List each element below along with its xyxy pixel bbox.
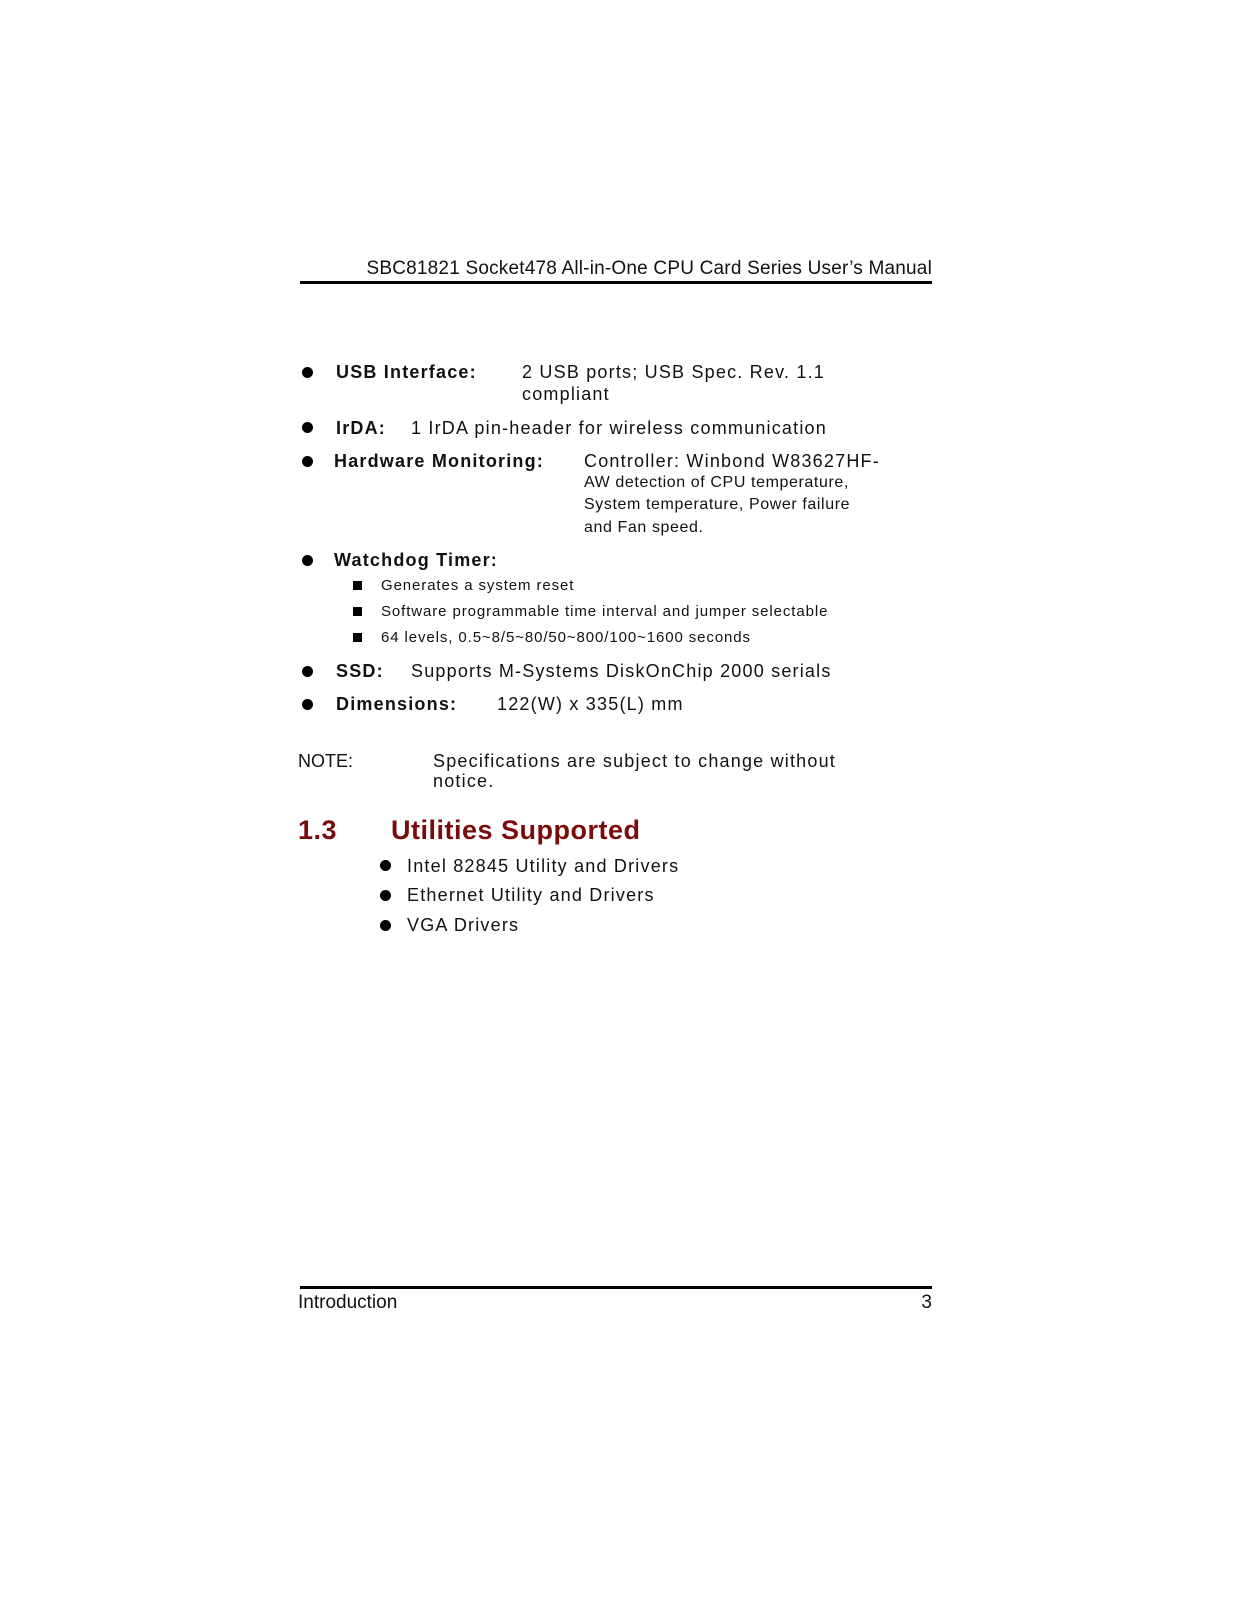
hw-monitoring-line4: and Fan speed. [584, 519, 704, 536]
hw-monitoring-line2: AW detection of CPU temperature, [584, 474, 849, 491]
list-item: Ethernet Utility and Drivers [407, 885, 655, 905]
square-bullet [353, 633, 362, 642]
bullet-dot [380, 920, 391, 931]
footer-section-name: Introduction [298, 1292, 398, 1313]
dimensions-value: 122(W) x 335(L) mm [497, 694, 684, 714]
hw-monitoring-line3: System temperature, Power failure [584, 496, 851, 513]
list-item: Intel 82845 Utility and Drivers [407, 856, 680, 876]
header-rule [300, 281, 932, 284]
dimensions-label: Dimensions: [336, 694, 458, 714]
usb-value: 2 USB ports; USB Spec. Rev. 1.1 [522, 362, 825, 382]
bullet-dot [380, 890, 391, 901]
ssd-label: SSD: [336, 661, 384, 681]
bullet-dot [302, 666, 313, 677]
section-title: Utilities Supported [391, 815, 641, 845]
watchdog-label: Watchdog Timer: [334, 550, 499, 570]
irda-label: IrDA: [336, 418, 386, 438]
note-label: NOTE: [298, 751, 354, 771]
page-number: 3 [921, 1292, 932, 1313]
page-header-title: SBC81821 Socket478 All-in-One CPU Card Series User’s Manual [366, 258, 932, 279]
square-bullet [353, 581, 362, 590]
ssd-value: Supports M-Systems DiskOnChip 2000 serials [411, 661, 832, 681]
watchdog-item: 64 levels, 0.5~8/5~80/50~800/100~1600 seconds [381, 629, 751, 646]
bullet-dot [302, 367, 313, 378]
bullet-dot [302, 456, 313, 467]
watchdog-item: Software programmable time interval and jumper selectable [381, 603, 829, 620]
hw-monitoring-label: Hardware Monitoring: [334, 451, 545, 471]
hw-monitoring-line1: Controller: Winbond W83627HF- [584, 451, 880, 471]
bullet-dot [302, 422, 313, 433]
bullet-dot [302, 699, 313, 710]
note-text: Specifications are subject to change without [433, 751, 837, 771]
note-text-cont: notice. [433, 771, 495, 791]
irda-value: 1 IrDA pin-header for wireless communication [411, 418, 827, 438]
footer-rule [300, 1286, 932, 1289]
list-item: VGA Drivers [407, 915, 520, 935]
bullet-dot [302, 555, 313, 566]
square-bullet [353, 607, 362, 616]
usb-value-cont: compliant [522, 384, 610, 404]
section-number: 1.3 [298, 815, 338, 845]
usb-label: USB Interface: [336, 362, 477, 382]
watchdog-item: Generates a system reset [381, 577, 575, 594]
bullet-dot [380, 860, 391, 871]
